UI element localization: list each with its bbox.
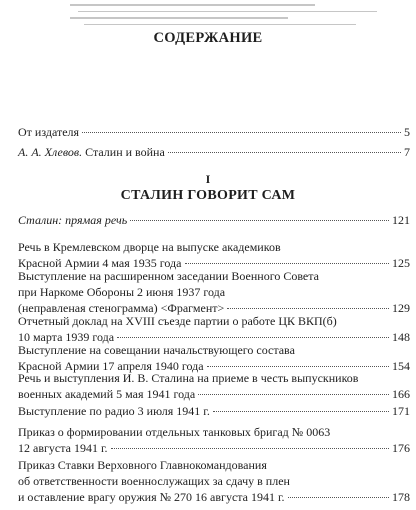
entry-line: Приказ Ставки Верховного Главнокомандования bbox=[18, 458, 267, 472]
entry-text: Выступление по радио 3 июля 1941 г. bbox=[18, 404, 210, 418]
toc-entry[interactable] bbox=[18, 239, 410, 271]
entry-text: Красной Армии 17 апреля 1940 года bbox=[18, 359, 204, 373]
toc-entry-intro[interactable] bbox=[18, 144, 410, 160]
toc-entry[interactable] bbox=[18, 370, 410, 402]
toc-entry[interactable] bbox=[18, 424, 410, 456]
page-number: 178 bbox=[392, 490, 410, 504]
toc-entry[interactable] bbox=[18, 313, 410, 345]
leader-dots bbox=[130, 220, 389, 221]
page-number: 176 bbox=[392, 441, 410, 455]
toc-entry[interactable] bbox=[18, 268, 410, 316]
entry-text: военных академий 5 мая 1941 года bbox=[18, 387, 196, 401]
entry-line: Речь и выступления И. В. Сталина на приеме в честь выпускников bbox=[18, 371, 359, 385]
entry-text: (неправленая стенограмма) <Фрагмент> bbox=[18, 301, 225, 315]
page-number: 7 bbox=[404, 145, 410, 159]
entry-line: Выступление на расширенном заседании Военного Совета bbox=[18, 269, 319, 283]
entry-text: 12 августа 1941 г. bbox=[18, 441, 108, 455]
toc-entry[interactable] bbox=[18, 403, 410, 419]
entry-line: Приказ о формировании отдельных танковых бригад № 0063 bbox=[18, 425, 331, 439]
entry-text: Сталин: прямая речь bbox=[18, 213, 128, 227]
entry-author: А. А. Хлевов. bbox=[18, 145, 83, 159]
section-title: СТАЛИН ГОВОРИТ САМ bbox=[120, 188, 296, 203]
leader-dots bbox=[213, 411, 389, 412]
entry-text: Сталин и война bbox=[82, 145, 165, 159]
leader-dots bbox=[111, 448, 389, 449]
toc-entry-publisher[interactable] bbox=[18, 124, 410, 140]
entry-line: Выступление на совещании начальствующего состава bbox=[18, 343, 295, 357]
entry-text: Красной Армии 4 мая 1935 года bbox=[18, 256, 182, 270]
entry-line: при Наркоме Обороны 2 июня 1937 года bbox=[18, 285, 226, 299]
leader-dots bbox=[168, 152, 401, 153]
page-number: 171 bbox=[392, 404, 410, 418]
section-number: I bbox=[205, 172, 211, 186]
leader-dots bbox=[288, 497, 389, 498]
page-title: СОДЕРЖАНИЕ bbox=[153, 30, 263, 46]
leader-dots bbox=[227, 308, 389, 309]
leader-dots bbox=[117, 337, 389, 338]
leader-dots bbox=[82, 132, 401, 133]
entry-line: Речь в Кремлевском дворце на выпуске академиков bbox=[18, 240, 281, 254]
leader-dots bbox=[207, 366, 389, 367]
entry-text: и оставление врагу оружия № 270 16 августа 1941 г. bbox=[18, 490, 285, 504]
page-number: 129 bbox=[392, 301, 410, 315]
leader-dots bbox=[198, 394, 389, 395]
entry-line: об ответственности военнослужащих за сдачу в плен bbox=[18, 474, 290, 488]
entry-line: Отчетный доклад на XVIII съезде партии о работе ЦК ВКП(б) bbox=[18, 314, 337, 328]
page-number: 154 bbox=[392, 359, 410, 373]
leader-dots bbox=[185, 263, 390, 264]
toc-entry[interactable] bbox=[18, 212, 410, 228]
toc-entry[interactable] bbox=[18, 457, 410, 505]
page-number: 148 bbox=[392, 330, 410, 344]
page-number: 5 bbox=[404, 125, 410, 139]
entry-text: 10 марта 1939 года bbox=[18, 330, 115, 344]
page-number: 121 bbox=[392, 213, 410, 227]
entry-text: От издателя bbox=[18, 125, 80, 139]
page-number: 166 bbox=[392, 387, 410, 401]
page-number: 125 bbox=[392, 256, 410, 270]
